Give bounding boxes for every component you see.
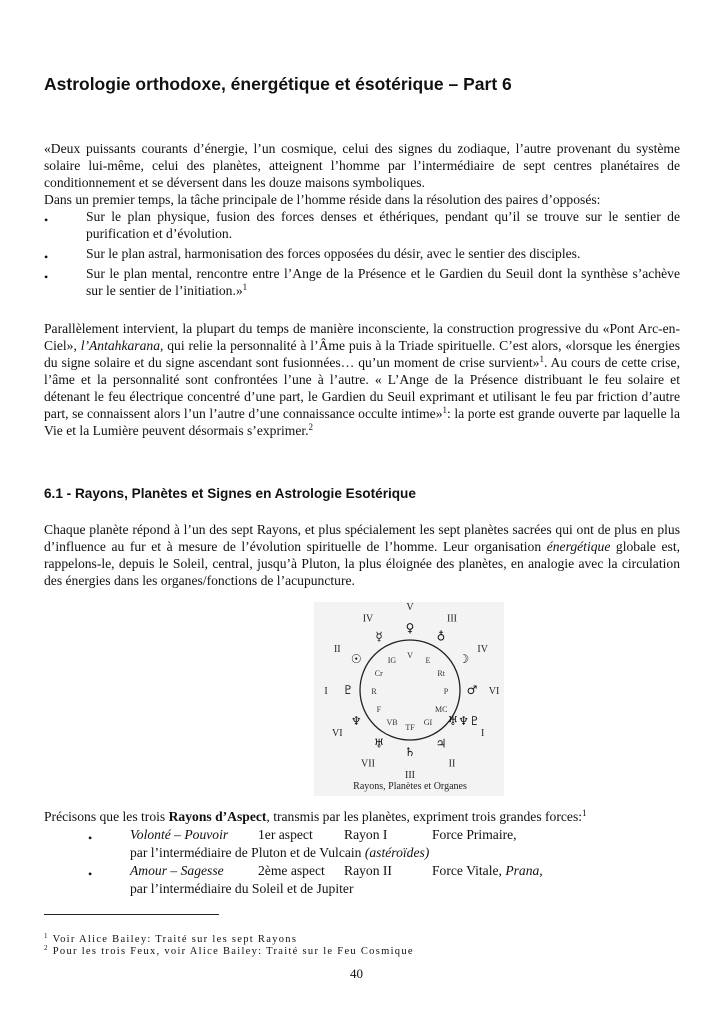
organ-label: MC: [434, 705, 448, 714]
organ-label: VB: [386, 718, 398, 728]
planet-symbol-icon: ♁: [436, 629, 446, 644]
footnote-ref: 1: [582, 808, 587, 818]
footnote-ref: 2: [308, 422, 314, 432]
organ-label: V: [407, 651, 413, 660]
planet-symbol-icon: ♄: [404, 745, 416, 759]
intro-paragraph: «Deux puissants courants d’énergie, l’un cosmique, celui des signes du zodiaque, l’autre provenant du système solaire lui-même, celui des planètes, atteignent l’homme par l’intermédiaire de sept centres planétaires de conditionnement et se déversent dans les douze maisons symboliques. Dans un premier temps, la tâche principale de l’homme réside dans la résolution des paires d’opposés:: [44, 141, 680, 207]
ray-label: II: [448, 758, 456, 770]
planet-symbol-icon: ☿: [375, 629, 383, 644]
page-title: Astrologie orthodoxe, énergétique et ésotérique – Part 6: [44, 74, 512, 94]
paragraph-aspects: Précisons que les trois Rayons d’Aspect, transmis par les planètes, expriment trois grandes forces:$^1$: [44, 808, 587, 824]
ray-label: VI: [488, 686, 500, 697]
planet-symbol-icon: ♃: [435, 736, 447, 751]
paragraph-rayons: Chaque planète répond à l’un des sept Rayons, et plus spécialement les sept planètes sacrées qui ont de plus en plus d’influence au fur et à mesure de l’évolution spirituelle de l’homme. Leur organisation énergétique globale est, rappelons-le, depuis le Soleil, central, jusqu’à Pluton, la plus éloignée des planètes, en analogie avec la circulation des énergies dans les organes/fonctions de l’acupuncture.: [44, 522, 681, 588]
planet-symbol-icon: ☽: [458, 652, 470, 666]
bullet-icon: •: [88, 867, 93, 881]
section-title: 6.1 - Rayons, Planètes et Signes en Astrologie Esotérique: [44, 486, 416, 501]
ray-label: III: [405, 770, 415, 781]
footnote: $^1$ Voir Alice Bailey: Traité sur les sept Rayons: [44, 932, 298, 945]
ray-label: VI: [332, 728, 343, 739]
bullet-icon: •: [44, 270, 49, 284]
ray-label: I: [324, 686, 328, 697]
diagram-caption: Rayons, Planètes et Organes: [353, 781, 467, 792]
organ-label: F: [376, 705, 382, 714]
ray-label: IV: [362, 613, 374, 625]
planet-symbol-icon: ♅♆♇: [447, 714, 480, 728]
organ-label: Rt: [437, 669, 445, 678]
organ-label: R: [371, 687, 377, 696]
organ-label: GI: [423, 718, 433, 728]
footnote: $^2$ Pour les trois Feux, voir Alice Bailey: Traité sur le Feu Cosmique: [44, 944, 414, 957]
footnote-ref: 1: [442, 405, 447, 415]
organ-label: E: [425, 655, 431, 665]
organ-label: IG: [387, 655, 397, 665]
organ-label: TF: [405, 723, 415, 732]
ray-label: IV: [477, 644, 488, 655]
ray-label: III: [447, 613, 457, 625]
bullet-icon: •: [88, 831, 93, 845]
ray-label: VII: [361, 758, 375, 770]
rayons-planetes-diagram: [314, 602, 504, 796]
footnote-divider: [44, 914, 219, 915]
bullet-icon: •: [44, 250, 49, 264]
ray-label: I: [481, 728, 485, 739]
footnote-ref: 1: [539, 354, 544, 364]
ray-label: V: [406, 602, 414, 613]
organ-label: Cr: [374, 669, 383, 678]
paragraph-antahkarana: Parallèlement intervient, la plupart du temps de manière inconsciente, la construction progressive du «Pont Arc-en-Ciel», l’Antahkarana, qui relie la personnalité à l’Âme puis à la Triade spirituelle. C’est alors, «lorsque les énergies du signe solaire et du signe ascendant sont fusionnées… qu’un moment de crise survient»$^1$. Au cours de cette crise, l’âme et la personnalité sont confrontées l’une à l’autre. « L’Ange de la Présence distribuant le feu solaire et détenant le feu électrique concentré d’une part, le Gardien du Seuil exprimant et utilisant le feu par friction d’autre part, se connaissent alors l’un l’autre d’une connaissance occulte intime»$^1$: la porte est grande ouverte par laquelle la Vie et la Lumière peuvent désormais s’exprimer.$^2$: [44, 321, 680, 438]
bullet-icon: •: [44, 213, 49, 227]
organ-label: P: [443, 687, 449, 696]
ray-label: II: [333, 644, 341, 655]
planet-symbol-icon: ♆: [350, 714, 362, 728]
planet-symbol-icon: ♂: [466, 683, 478, 697]
planet-symbol-icon: ♅: [373, 736, 385, 751]
planet-symbol-icon: ☉: [350, 652, 362, 666]
planet-symbol-icon: ♇: [342, 683, 354, 697]
planet-symbol-icon: ♀: [405, 621, 415, 635]
footnote-ref: 1: [242, 282, 248, 292]
page-number: 40: [350, 966, 363, 981]
